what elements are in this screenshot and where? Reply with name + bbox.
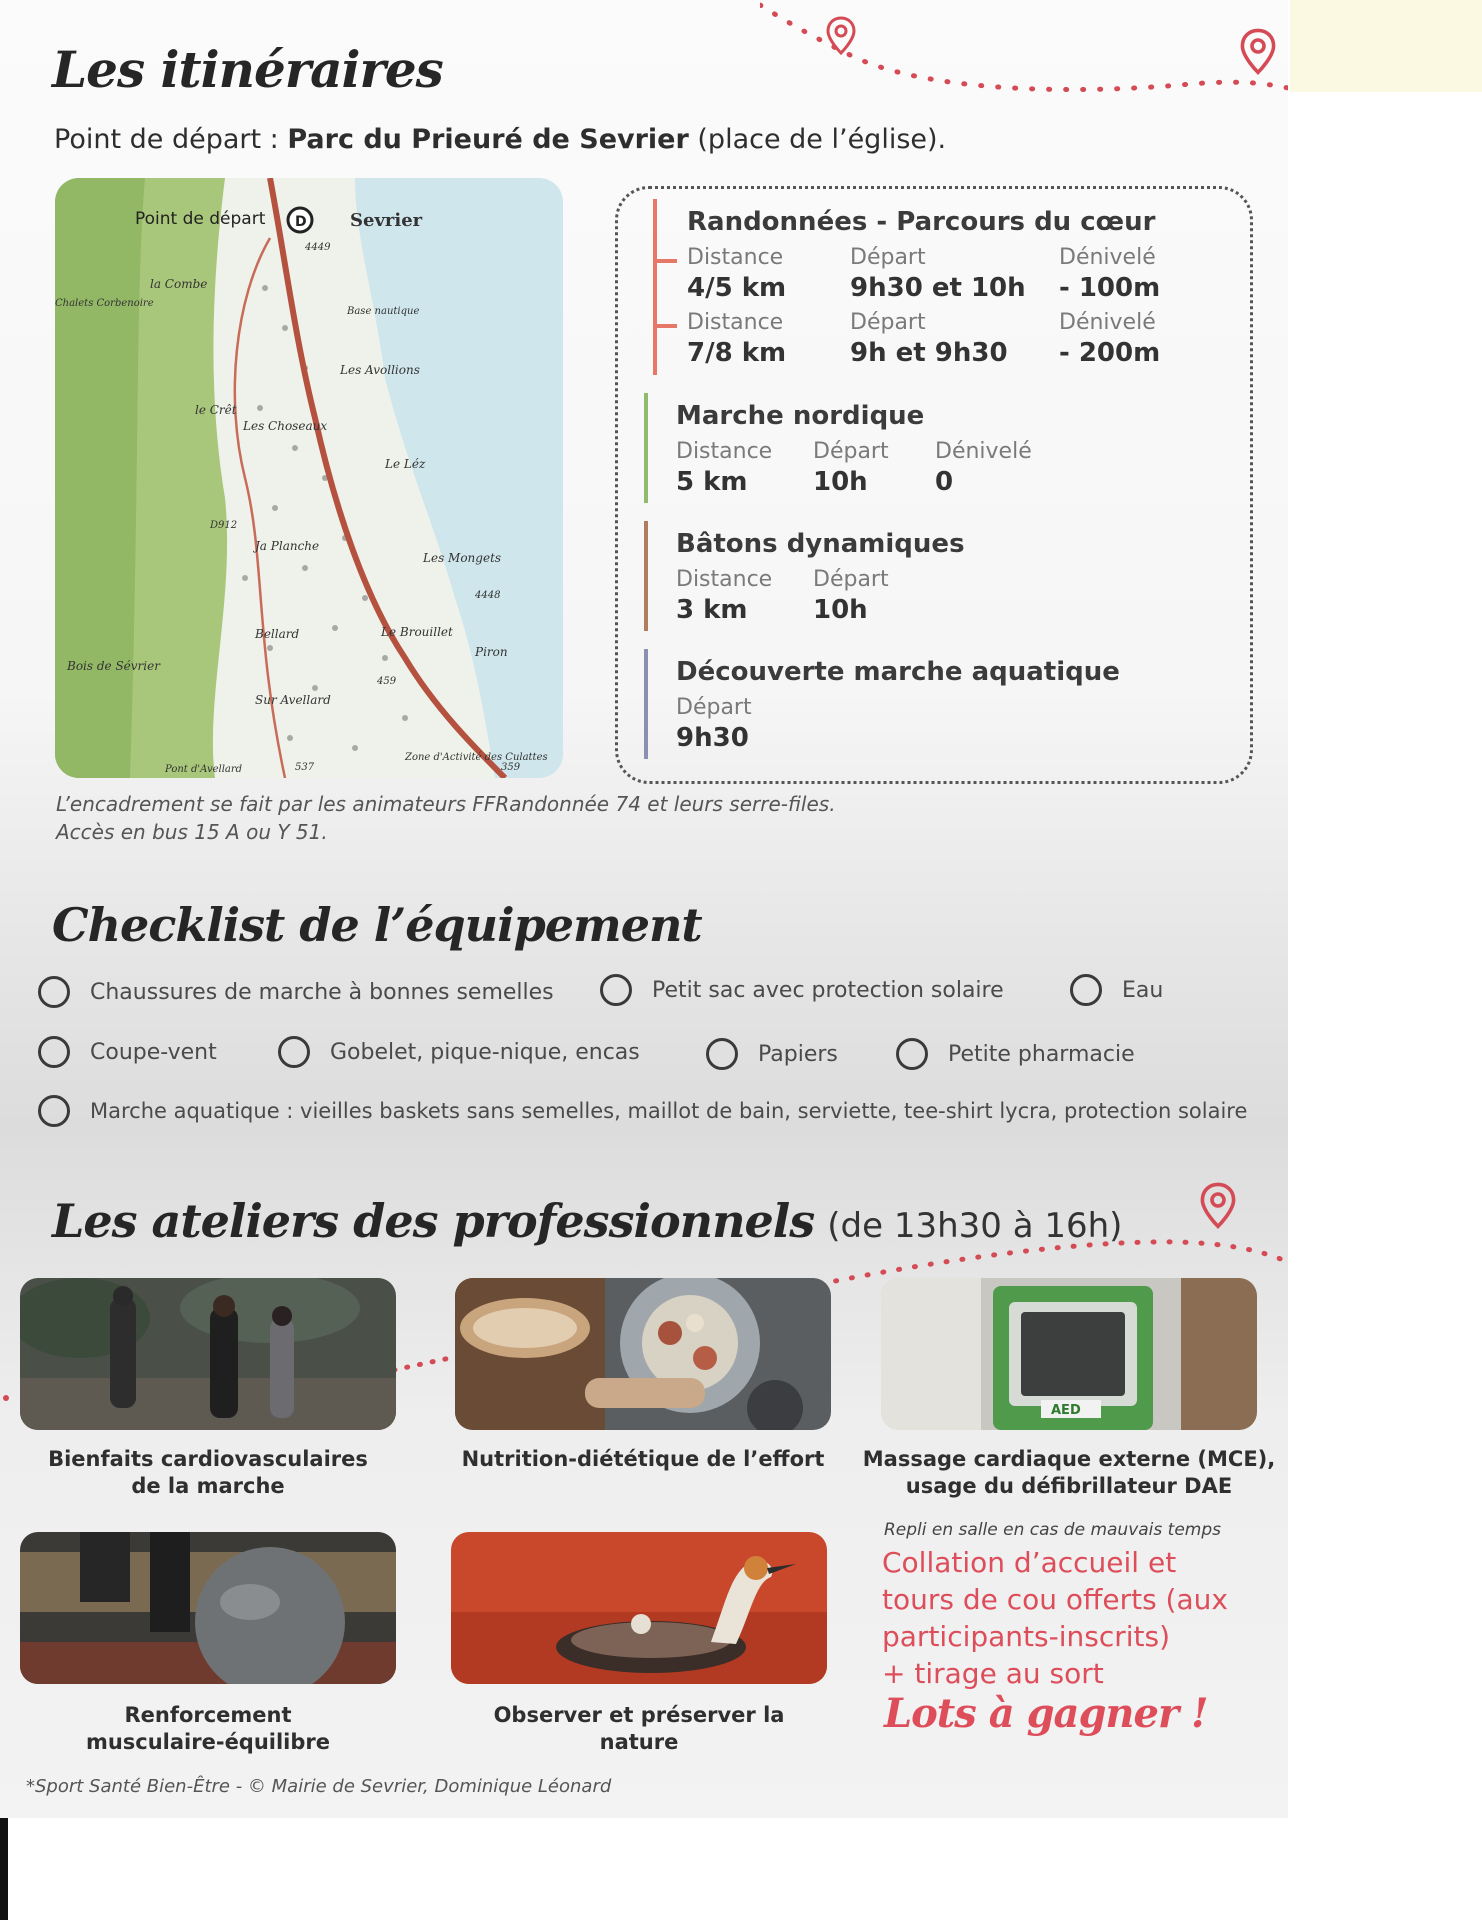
caption-line: Nutrition-diététique de l’effort — [461, 1447, 825, 1471]
checkbox-circle[interactable] — [896, 1038, 928, 1070]
map-place-label: Piron — [475, 645, 508, 659]
section-heading-itineraires: Les itinéraires — [52, 40, 443, 99]
lots-a-gagner: Lots à gagner ! — [884, 1690, 1208, 1737]
dotted-connector — [0, 1388, 20, 1408]
paper-edge-highlight — [1290, 0, 1482, 92]
label-depart: Départ — [850, 245, 926, 270]
map-place-label: Le Brouillet — [381, 625, 453, 639]
label-depart: Départ — [676, 695, 752, 720]
checklist-item[interactable] — [896, 1038, 1135, 1070]
label-depart: Départ — [813, 439, 889, 464]
checklist-item[interactable] — [38, 1036, 217, 1068]
label-depart: Départ — [813, 567, 889, 592]
photo-walkers — [20, 1278, 396, 1430]
checklist-label: Petite pharmacie — [948, 1041, 1135, 1067]
label-distance: Distance — [687, 310, 784, 335]
map-place-label: 4449 — [305, 242, 331, 253]
photo-exercise-ball — [20, 1532, 396, 1684]
label-denivele: Dénivelé — [1059, 310, 1156, 335]
map-place-label: 459 — [377, 676, 397, 687]
map-pin-icon — [1240, 28, 1276, 76]
photo-grebe — [451, 1532, 827, 1684]
map-place-label: Zone d'Activité des Culattes — [405, 752, 548, 763]
caption-line: Massage cardiaque externe (MCE), — [862, 1447, 1276, 1471]
map-place-label: Le Léz — [385, 457, 426, 471]
value-denivele: - 100m — [1059, 273, 1161, 303]
start-point-suffix: (place de l’église). — [688, 124, 947, 155]
map-place-label: 4448 — [475, 590, 501, 601]
caption-line: Renforcement — [124, 1703, 292, 1727]
caption-line: Bienfaits cardiovasculaires — [48, 1447, 368, 1471]
map-pin-icon — [826, 16, 856, 56]
start-point-line — [54, 124, 946, 155]
card-caption — [455, 1446, 831, 1473]
map-place-label: Les Choseaux — [243, 419, 328, 433]
caption-line: musculaire-équilibre — [85, 1730, 331, 1754]
checklist-item[interactable] — [38, 976, 554, 1008]
map-place-label: Bellard — [255, 627, 300, 641]
route-title-aquatique: Découverte marche aquatique — [676, 657, 1120, 687]
label-denivele: Dénivelé — [935, 439, 1032, 464]
label-distance: Distance — [676, 567, 773, 592]
photo-food — [455, 1278, 831, 1430]
map-place-label: Les Mongets — [423, 551, 502, 565]
value-distance: 4/5 km — [687, 273, 787, 303]
aed-label: AED — [1051, 1403, 1081, 1418]
checklist-label: Papiers — [758, 1041, 838, 1067]
caption-line: Observer et préserver la nature — [493, 1703, 785, 1754]
label-distance: Distance — [676, 439, 773, 464]
route-title-batons: Bâtons dynamiques — [676, 529, 965, 559]
section-heading-checklist: Checklist de l’équipement — [52, 898, 702, 952]
checkbox-circle[interactable] — [600, 974, 632, 1006]
value-depart: 10h — [813, 595, 868, 625]
rule-aquatique — [644, 649, 648, 759]
value-distance: 5 km — [676, 467, 748, 497]
checklist-label: Gobelet, pique-nique, encas — [330, 1039, 640, 1065]
map-town-label: Sevrier — [350, 210, 423, 231]
start-point-place: Parc du Prieuré de Sevrier — [287, 124, 689, 155]
start-point-prefix: Point de départ : — [54, 124, 288, 155]
checklist-item[interactable] — [38, 1095, 1247, 1127]
caption-line: de la marche — [131, 1474, 285, 1498]
map-place-label: Bois de Sévrier — [67, 659, 160, 673]
photo-defibrillator — [881, 1278, 1257, 1430]
card-caption — [861, 1446, 1277, 1500]
label-distance: Distance — [687, 245, 784, 270]
checklist-item[interactable] — [1070, 974, 1163, 1006]
checklist-label: Coupe-vent — [90, 1039, 217, 1065]
map-place-label: Les Avollions — [340, 363, 420, 377]
map-pin-icon — [1200, 1182, 1236, 1230]
routes-card — [615, 186, 1253, 784]
rule-batons — [644, 521, 648, 631]
checklist-label: Petit sac avec protection solaire — [652, 977, 1004, 1003]
route-title-randonnee: Randonnées - Parcours du cœur — [687, 207, 1156, 237]
checklist-item[interactable] — [278, 1036, 640, 1068]
map-place-label: Sur Avellard — [255, 693, 331, 707]
section-heading-ateliers: Les ateliers des professionnels — [52, 1194, 815, 1248]
map-start-marker: D — [295, 214, 307, 230]
checklist-item[interactable] — [706, 1038, 838, 1070]
map-place-label: Pont d'Avellard — [165, 764, 243, 775]
checkbox-circle[interactable] — [38, 1095, 70, 1127]
checkbox-circle[interactable] — [278, 1036, 310, 1068]
footer-credits: *Sport Santé Bien-Être - © Mairie de Sevrier, Dominique Léonard — [26, 1776, 612, 1797]
map-place-label: la Combe — [150, 277, 208, 291]
checkbox-circle[interactable] — [706, 1038, 738, 1070]
scan-edge — [0, 1818, 8, 1920]
value-denivele: - 200m — [1059, 338, 1161, 368]
rule-nordique — [644, 393, 648, 503]
ateliers-time: (de 13h30 à 16h) — [827, 1206, 1123, 1246]
checklist-item[interactable] — [600, 974, 1004, 1006]
route-title-nordique: Marche nordique — [676, 401, 925, 431]
bus-access-note: Accès en bus 15 A ou Y 51. — [56, 820, 328, 844]
value-distance: 3 km — [676, 595, 748, 625]
checkbox-circle[interactable] — [38, 1036, 70, 1068]
dotted-connector — [392, 1354, 452, 1374]
card-caption — [451, 1702, 827, 1756]
label-denivele: Dénivelé — [1059, 245, 1156, 270]
checkbox-circle[interactable] — [1070, 974, 1102, 1006]
rule-randonnee — [653, 199, 657, 375]
collation-offer — [882, 1544, 1228, 1692]
value-depart: 9h et 9h30 — [850, 338, 1008, 368]
dash-marker — [657, 324, 677, 328]
label-depart: Départ — [850, 310, 926, 335]
checkbox-circle[interactable] — [38, 976, 70, 1008]
map-place-label: Ja Planche — [255, 539, 320, 553]
map-place-label: Base nautique — [347, 306, 420, 317]
value-depart: 9h30 — [676, 723, 749, 753]
dash-marker — [657, 259, 677, 263]
map-place-label: Chalets Corbenoire — [55, 298, 154, 309]
checklist-label: Marche aquatique : vieilles baskets sans semelles, maillot de bain, serviette, tee-shirt lycra, protection solaire — [90, 1099, 1248, 1123]
map-place-label: D912 — [210, 520, 238, 531]
repli-note: Repli en salle en cas de mauvais temps — [884, 1520, 1221, 1540]
collation-line: Collation d’accueil et — [882, 1546, 1177, 1579]
map-start-label: Point de départ — [135, 209, 266, 229]
collation-line: + tirage au sort — [882, 1657, 1104, 1690]
caption-line: usage du défibrillateur DAE — [905, 1474, 1233, 1498]
value-depart: 9h30 et 10h — [850, 273, 1026, 303]
supervision-note: L’encadrement se fait par les animateurs FFRandonnée 74 et leurs serre-files. — [56, 792, 836, 816]
value-distance: 7/8 km — [687, 338, 787, 368]
map-place-label: le Crêt — [195, 403, 237, 417]
map-place-label: 359 — [501, 762, 521, 773]
value-depart: 10h — [813, 467, 868, 497]
route-map — [55, 178, 563, 778]
collation-line: participants-inscrits) — [882, 1620, 1171, 1653]
card-caption — [20, 1446, 396, 1500]
card-caption — [20, 1702, 396, 1756]
collation-line: tours de cou offerts (aux — [882, 1583, 1228, 1616]
map-place-label: 537 — [295, 762, 315, 773]
checklist-label: Chaussures de marche à bonnes semelles — [90, 979, 554, 1005]
checklist-label: Eau — [1122, 977, 1164, 1003]
value-denivele: 0 — [935, 467, 954, 497]
